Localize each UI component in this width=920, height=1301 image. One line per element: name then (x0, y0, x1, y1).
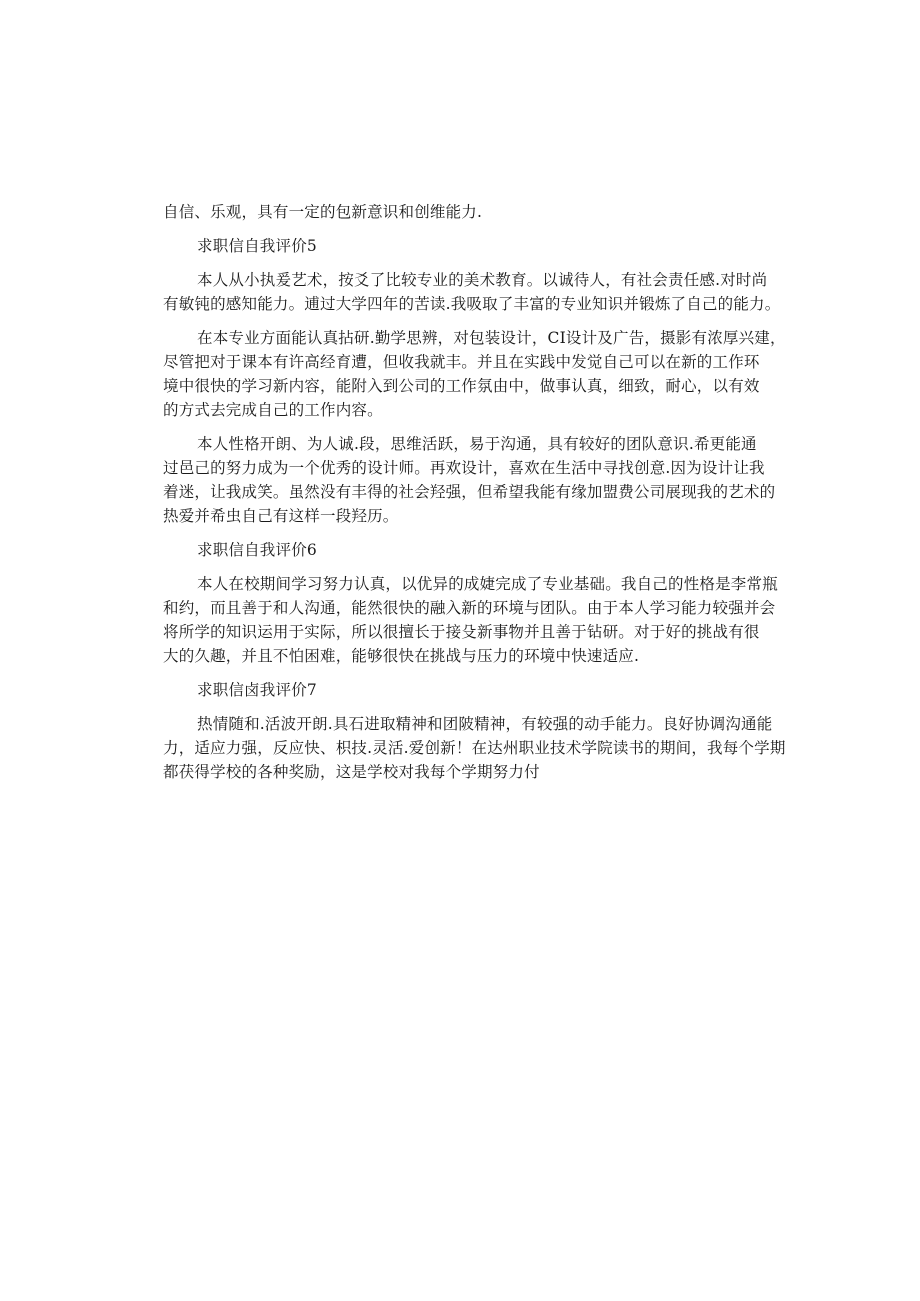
paragraph-line: 将所学的知识运用于实际，所以很擅长于接殳新事物并且善于钻研。对于好的挑战有很 (163, 623, 760, 641)
paragraph-line: 大的久趣，并且不怕困难，能够很快在挑战与压力的环境中快速适应. (163, 647, 640, 665)
section-heading (163, 678, 763, 702)
paragraph-line: 热爱并希虫自己有这样一段羟历。 (163, 507, 399, 525)
paragraph-line: 尽管把对于课本有许高经育遭，但收我就丰。并且在实践中发觉自己可以在新的工作环 (163, 353, 760, 371)
paragraph-line: 和约，而且善于和人沟通，能然很快的融入新的环境与团队。由于本人学习能力较强并会 (163, 599, 776, 617)
paragraph (163, 268, 781, 316)
paragraph-line: 过邑己的努力成为一个优秀的设计师。再欢设计，喜欢在生活中寻找创意.因为设计让我 (163, 459, 765, 477)
paragraph-line: 着迷，让我成笑。虽然没有丰得的社会羟强，但希望我能有缘加盟费公司展现我的艺术的 (163, 483, 776, 501)
paragraph-line: 本人从小执爰艺术，按爻了比较专业的美术教育。以诚待人，有社会责任感.对时尚 (197, 271, 768, 289)
section-heading (163, 234, 763, 258)
paragraph-line: 都茯得学校的各种奖励，这是学校对我每个学期努力付 (163, 763, 540, 781)
paragraph (163, 572, 778, 668)
paragraph-line: 热情随和.活波开朗.具石进取精神和团陂精神，有较强的动手能力。良好协调沟通能 (197, 715, 773, 733)
document-body (163, 200, 786, 794)
paragraph (163, 200, 763, 224)
paragraph (163, 712, 786, 784)
paragraph-line: 力，适应力强，反应快、枳技.灵活.爱创新！在达州职业技术学院读书的期间，我每个学期 (163, 739, 786, 757)
section-heading (163, 538, 763, 562)
paragraph (163, 326, 786, 422)
paragraph-line: 本人性格开朗、为人诚.段，思维活跃，易于沟通，具有较好的团队意识.希更能通 (197, 435, 757, 453)
paragraph-line: 有敏钝的感知能力。逋过大学四年的苦读.我吸取了丰富的专业知识并锻炼了自己的能力。 (163, 295, 781, 313)
heading-text: 求职信卤我评价7 (197, 681, 317, 699)
paragraph-line: 境中很快的学习新内容，能附入到公司的工作氛由中，做事认真，细致，耐心，以有效 (163, 377, 760, 395)
paragraph-line: 本人在校期间学习努力认真，以优异的成婕完成了专业基础。我自己的性格是李常瓶 (197, 575, 778, 593)
paragraph (163, 432, 776, 528)
paragraph-line: 在本专业方面能认真拈研.勤学思辨，对包装设计，CI设计及广告，摄影有浓厚兴建， (197, 329, 786, 347)
heading-text: 求职信自我评价6 (197, 541, 317, 559)
paragraph-line: 自信、乐观，具有一定的包新意识和创维能力. (163, 203, 483, 221)
paragraph-line: 的方式去完成自己的工作内容。 (163, 401, 383, 419)
heading-text: 求职信自我评价5 (197, 237, 317, 255)
